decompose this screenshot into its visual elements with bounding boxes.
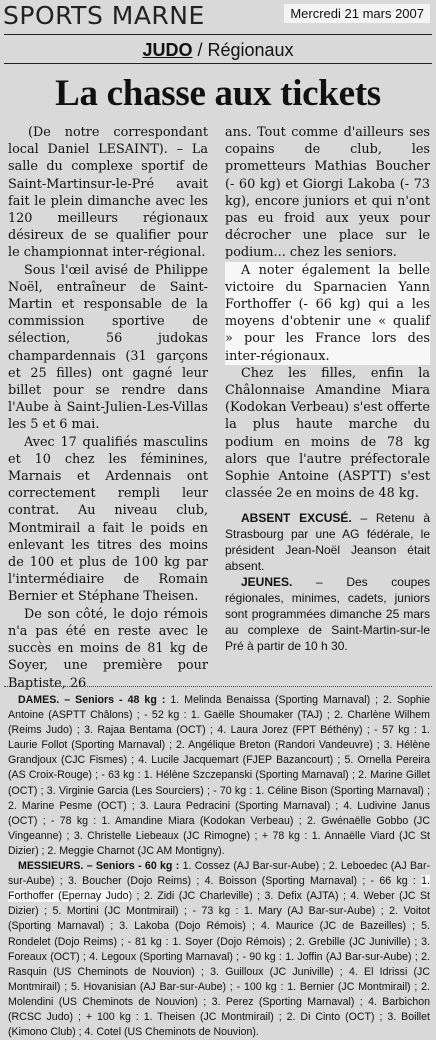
header-rule: [4, 34, 432, 35]
kicker-rule: [4, 63, 432, 64]
article-column-right: [225, 124, 430, 654]
kicker-level: / Régionaux: [192, 40, 294, 60]
article-paragraph: De son côté, le dojo rémois n'a pas été en reste avec le succès en moins de 81 kg de Soyer, une première pour Baptiste, 26: [8, 606, 208, 691]
jeunes-label: JEUNES.: [241, 575, 293, 590]
results-divider: [4, 686, 432, 687]
section-name: SPORTS MARNE: [3, 1, 205, 30]
absent-note: [225, 510, 430, 574]
article-paragraph: Avec 17 qualifiés masculins et 10 chez les féminines, Marnais et Ardennais ont correctement rempli leur contrat. Au niveau club, Montmirail a fait le poids en enlevant les titres des moins de 100 et plus de 100 kg par l'intermédiaire de Romain Bernier et Stéphane Theisen.: [8, 434, 208, 605]
headline: La chasse aux tickets: [55, 73, 381, 114]
results-messieurs: [8, 859, 430, 1040]
results-dames: [8, 693, 430, 859]
results-block: [8, 693, 430, 1040]
jeunes-text: – Des coupes régionales, minimes, cadets, juniors sont programmées dimanche 25 mars au complexe de Saint-Martin-sur-le Pré à partir de 10 h 30.: [225, 575, 430, 654]
article-paragraph: (De notre correspondant local Daniel LESAINT). – La salle du complexe sportif de Saint-Martinsur-le-Pré avait fait le plein dimanche avec les 120 meilleurs régionaux désireux de se qualifier pour le championnat inter-régional.: [8, 125, 208, 261]
absent-label: ABSENT EXCUSÉ.: [241, 511, 352, 526]
messieurs-text-pre: 1. Cossez (AJ Bar-sur-Aube) ; 2. Leboedec (AJ Bar-sur-Aube) ; 3. Boucher (Dojo Reims) ; 4. Boisson (Sporting Marnaval) ; - 66 kg :: [8, 860, 431, 888]
issue-date: Mercredi 21 mars 2007: [284, 4, 430, 23]
highlighted-paragraph: A noter également la belle victoire du Sparnacien Yann Forthoffer (- 66 kg) qui a les moyens d'obtenir une « qualif » pour les France lors des inter-régionaux.: [225, 262, 430, 364]
article-paragraph: ans. Tout comme d'ailleurs ses copains de club, les prometteurs Mathias Boucher (- 60 kg) et Giorgi Lakoba (- 73 kg), encore juniors et qui n'ont pas eu froid aux yeux pour décrocher une place sur le podium... chez les seniors.: [225, 125, 430, 261]
kicker: [0, 40, 436, 61]
dames-label: DAMES. – Seniors - 48 kg :: [18, 694, 166, 706]
article-paragraph: Chez les filles, enfin la Châlonnaise Amandine Miara (Kodokan Verbeau) s'est offerte la plus haute marche du podium en moins de 78 kg alors que l'autre préfectorale Sophie Antoine (ASPTT) s'est classée 2e en moins de 48 kg.: [225, 365, 430, 502]
messieurs-highlight: 1. Forthoffer (Epernay Judo): [8, 875, 430, 903]
messieurs-label: MESSIEURS. – Seniors - 60 kg :: [18, 860, 180, 873]
page-header: [0, 0, 436, 36]
article-paragraph: Sous l'œil avisé de Philippe Noël, entraîneur de Saint-Martin et responsable de la commission sportive de sélection, 56 judokas champardennais (31 garçons et 25 filles) ont gagné leur billet pour se rendre dans l'Aube à Saint-Julien-Les-Villas les 5 et 6 mai.: [8, 262, 208, 433]
jeunes-note: [225, 574, 430, 654]
dames-text: 1. Melinda Benaissa (Sporting Marnaval) ; 2. Sophie Antoine (ASPTT Châlons) ; - 52 kg : 1. Gaëlle Shoumaker (TAJ) ; 2. Charlène Wilhem (Reims Judo) ; 3. Rajaa Bentama (OCT) ; 4. Laura Jorez (FPT Béthény) ; - 57 kg : 1. Laurie Follot (Sporting Marnaval) ; 2. Angélique Breton (Randori Vandeuvre) ; 3. Hélène Grandjoux (CJC Fismes) ; 4. Lucile Jacquemart (FJEP Bazancourt) ; 5. Ornella Pereira (AS Croix-Rouge) ; - 63 kg : 1. Hélène Szczepanski (Sporting Marnaval) ; 2. Marine Gillet (OCT) ; 3. Virginie Garcia (Les Sourciers) ; - 70 kg : 1. Céline Bison (Sporting Marnaval) ; 2. Marine Pesme (OCT) ; 3. Laura Pedracini (Sporting Marnaval) ; 4. Ludivine Janus (OCT) ; - 78 kg : 1. Amandine Miara (Kodokan Verbeau) ; 2. Gwénaëlle Gobbo (JC Vingeanne) ; 3. Christelle Liebeaux (JC Rimogne) ; + 78 kg : 1. Annaëlle Viard (JC St Dizier) ; 2. Meggie Charnot (JC AM Montigny).: [8, 694, 430, 857]
absent-text: – Retenu à Strasbourg par une AG fédérale, le président Jean-Noël Jeanson était absent.: [225, 511, 430, 574]
article-column-left: [8, 124, 208, 692]
messieurs-text-post: ; 2. Zidi (JC Charleville) ; 3. Defix (AJTA) ; 4. Weber (JC St Dizier) ; 5. Mortini (JC Montmirail) ; - 73 kg : 1. Mary (AJ Bar-sur-Aube) ; 2. Voitot (Sporting Marnaval) ; 3. Lakoba (Dojo Rémois) ; 4. Maurice (JC de Bazeilles) ; 5. Rondelet (Dojo Reims) ; - 81 kg : 1. Soyer (Dojo Rémois) ; 2. Grebille (JC Juniville) ; 3. Foreaux (OCT) ; 4. Legoux (Sporting Marnaval) ; - 90 kg : 1. Joffin (AJ Bar-sur-Aube) ; 2. Rasquin (US Cheminots de Nouvion) ; 3. Guilloux (JC Juniville) ; 4. El Idrissi (JC Montmirail) ; 5. Hovanisian (AJ Bar-sur-Aube) ; - 100 kg : 1. Bernier (JC Montmirail) ; 2. Molendini (US Cheminots de Nouvion) ; 3. Perez (Sporting Marnaval) ; 4. Barbichon (RCSC Judo) ; + 100 kg : 1. Theisen (JC Montmirail) ; 2. Di Cinto (OCT) ; 3. Boillet (Kimono Club) ; 4. Cotel (US Cheminots de Nouvion).: [8, 890, 430, 1039]
kicker-sport: JUDO: [142, 40, 193, 60]
